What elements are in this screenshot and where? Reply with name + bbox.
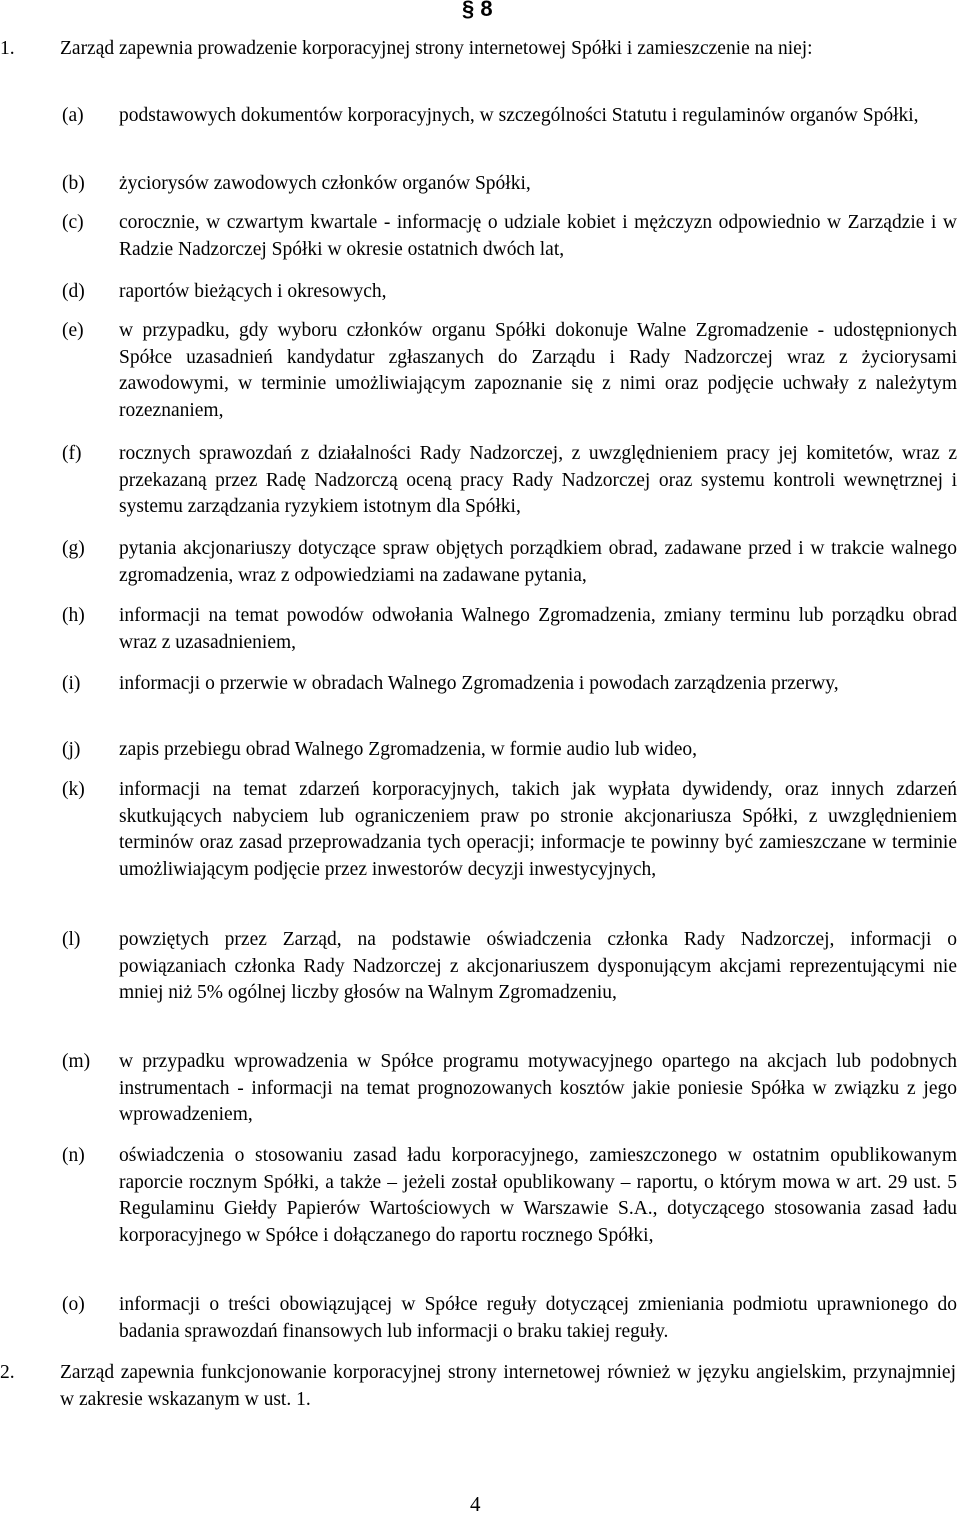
list-item bbox=[0, 1049, 960, 1129]
list-item bbox=[0, 171, 960, 198]
item-text: w przypadku wprowadzenia w Spółce programu motywacyjnego opartego na akcjach lub podobnych instrumentach - informacji na temat prognozowanych kosztów jakie poniesie Spółka w związku z jego wprowadzeniem, bbox=[119, 1051, 957, 1125]
item-label: (i) bbox=[62, 673, 81, 694]
item-text: zapis przebiegu obrad Walnego Zgromadzenia, w formie audio lub wideo, bbox=[119, 739, 698, 760]
list-item bbox=[0, 1292, 960, 1345]
item-label: (o) bbox=[62, 1294, 85, 1315]
item-text: podstawowych dokumentów korporacyjnych, w szczególności Statutu i regulaminów organów Spółki, bbox=[119, 105, 919, 126]
item-label: (f) bbox=[62, 443, 82, 464]
paragraph-text: Zarząd zapewnia funkcjonowanie korporacyjnej strony internetowej również w języku angielskim, przynajmniej w zakresie wskazanym w ust. 1. bbox=[60, 1362, 956, 1410]
paragraph-2 bbox=[0, 1360, 960, 1413]
item-text: informacji na temat zdarzeń korporacyjnych, takich jak wypłata dywidendy, oraz innych zdarzeń skutkujących nabyciem lub ograniczeniem praw po stronie akcjonariusza Spółki, z uwzględnieniem terminów oraz zasad przeprowadzania tych operacji; informacje te powinny być zamieszczane w terminie umożliwiającym podjęcie przez inwestorów decyzji inwestycyjnych, bbox=[119, 779, 957, 880]
item-text: informacji o przerwie w obradach Walnego Zgromadzenia i powodach zarządzenia przerwy, bbox=[119, 673, 839, 694]
paragraph-number: 1. bbox=[0, 38, 15, 59]
item-text: rocznych sprawozdań z działalności Rady Nadzorczej, z uwzględnieniem pracy jej komitetów, wraz z przekazaną przez Radę Nadzorczą oceną pracy Rady Nadzorczej oraz systemu kontroli wewnętrznej i systemu zarządzania ryzykiem istotnym dla Spółki, bbox=[119, 443, 957, 517]
list-item bbox=[0, 737, 960, 764]
list-item bbox=[0, 671, 960, 698]
list-item bbox=[0, 927, 960, 1007]
item-text: informacji o treści obowiązującej w Spółce reguły dotyczącej zmieniania podmiotu uprawnionego do badania sprawozdań finansowych lub informacji o braku takiej reguły. bbox=[119, 1294, 957, 1342]
item-label: (n) bbox=[62, 1145, 85, 1166]
paragraph-number: 2. bbox=[0, 1362, 15, 1383]
item-text: życiorysów zawodowych członków organów Spółki, bbox=[119, 173, 531, 194]
list-item bbox=[0, 603, 960, 656]
list-item bbox=[0, 777, 960, 883]
list-item bbox=[0, 103, 960, 130]
item-text: oświadczenia o stosowaniu zasad ładu korporacyjnego, zamieszczonego w ostatnim opublikowanym raporcie rocznym Spółki, a także – jeżeli został opublikowany – raportu, o którym mowa w art. 29 ust. 5 Regulaminu Giełdy Papierów Wartościowych w Warszawie S.A., dotyczącego stosowania zasad ładu korporacyjnego w Spółce i dołączanego do raportu rocznego Spółki, bbox=[119, 1145, 957, 1246]
item-label: (k) bbox=[62, 779, 85, 800]
item-label: (l) bbox=[62, 929, 81, 950]
item-text: powziętych przez Zarząd, na podstawie oświadczenia członka Rady Nadzorczej, informacji o powiązaniach członka Rady Nadzorczej z akcjonariuszem dysponującym akcjami reprezentującymi nie mniej niż 5% ogólnej liczby głosów na Walnym Zgromadzeniu, bbox=[119, 929, 957, 1003]
item-label: (e) bbox=[62, 320, 84, 341]
item-label: (j) bbox=[62, 739, 81, 760]
list-item bbox=[0, 441, 960, 521]
list-item bbox=[0, 279, 960, 306]
list-item bbox=[0, 536, 960, 589]
item-label: (h) bbox=[62, 605, 85, 626]
page-number: 4 bbox=[470, 1492, 481, 1516]
paragraph-1 bbox=[0, 36, 960, 63]
item-label: (a) bbox=[62, 105, 84, 126]
item-label: (b) bbox=[62, 173, 85, 194]
item-text: corocznie, w czwartym kwartale - informację o udziale kobiet i mężczyzn odpowiednio w Zarządzie i w Radzie Nadzorczej Spółki w okresie ostatnich dwóch lat, bbox=[119, 212, 957, 260]
item-label: (g) bbox=[62, 538, 85, 559]
item-text: informacji na temat powodów odwołania Walnego Zgromadzenia, zmiany terminu lub porządku obrad wraz z uzasadnieniem, bbox=[119, 605, 957, 653]
paragraph-text: Zarząd zapewnia prowadzenie korporacyjnej strony internetowej Spółki i zamieszczenie na niej: bbox=[60, 38, 813, 59]
list-item bbox=[0, 318, 960, 424]
item-text: raportów bieżących i okresowych, bbox=[119, 281, 387, 302]
item-label: (c) bbox=[62, 212, 84, 233]
item-text: w przypadku, gdy wyboru członków organu Spółki dokonuje Walne Zgromadzenie - udostępnionych Spółce uzasadnień kandydatur zgłaszanych do Zarządu i Rady Nadzorczej wraz z życiorysami zawodowymi, w terminie umożliwiającym zapoznanie się z nimi oraz podjęcie uchwały z należytym rozeznaniem, bbox=[119, 320, 957, 421]
item-label: (d) bbox=[62, 281, 85, 302]
list-item bbox=[0, 210, 960, 263]
item-label: (m) bbox=[62, 1051, 91, 1072]
section-number: § 8 bbox=[462, 0, 493, 21]
list-item bbox=[0, 1143, 960, 1249]
item-text: pytania akcjonariuszy dotyczące spraw objętych porządkiem obrad, zadawane przed i w trakcie walnego zgromadzenia, wraz z odpowiedziami na zadawane pytania, bbox=[119, 538, 957, 586]
